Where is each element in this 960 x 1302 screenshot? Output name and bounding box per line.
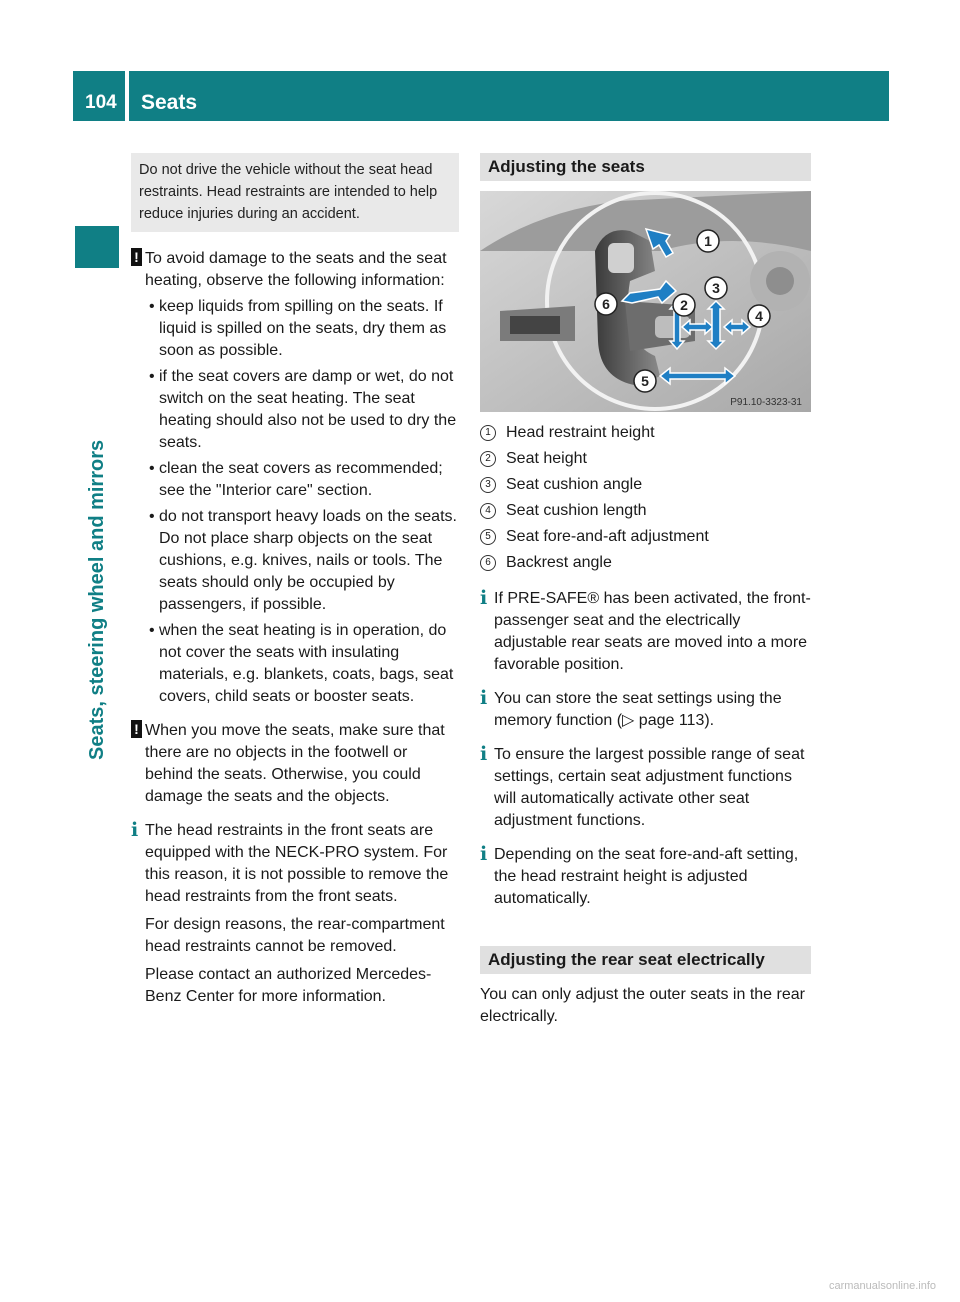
info-icon: i	[480, 843, 488, 865]
section-heading-rear-seat: Adjusting the rear seat electrically	[480, 946, 811, 974]
list-item: • if the seat covers are damp or wet, do not switch on the seat heating. The seat heating should also not be used to dry the seats.	[149, 368, 457, 451]
info-icon: i	[480, 587, 488, 609]
legend-item: 3 Seat cushion angle	[480, 472, 811, 498]
photo-code: P91.10-3323-31	[730, 397, 802, 408]
warning-note-box: Do not drive the vehicle without the seat head restraints. Head restraints are intended to help reduce injuries during an accident.	[131, 153, 459, 232]
legend-item: 5 Seat fore-and-aft adjustment	[480, 524, 811, 550]
chapter-label: Seats, steering wheel and mirrors	[86, 439, 108, 760]
warning-text: To avoid damage to the seats and the seat heating, observe the following information:	[145, 250, 447, 289]
info-paragraph-head-restraint	[480, 844, 811, 910]
info-paragraph-pre-safe	[480, 588, 811, 676]
exclamation-icon: !	[131, 720, 142, 739]
callout-1: 1	[704, 233, 712, 249]
legend-list	[480, 420, 811, 576]
callout-3: 3	[712, 280, 720, 296]
callout-6: 6	[602, 296, 610, 312]
info-paragraph	[131, 820, 459, 1008]
seat-controls-photo	[480, 191, 811, 412]
info-text-memory: You can store the seat settings using the memory function (▷ page 113).	[494, 690, 782, 729]
bullet-list	[145, 296, 459, 708]
section-heading-adjusting-seats: Adjusting the seats	[480, 153, 811, 181]
warning-paragraph	[131, 248, 459, 708]
rear-seat-paragraph: You can only adjust the outer seats in the rear electrically.	[480, 986, 805, 1025]
list-item: • when the seat heating is in operation, do not cover the seats with insulating materials, e.g. blankets, coats, bags, seat covers, child seats or booster seats.	[149, 622, 454, 705]
info-text-head-restraint: Depending on the seat fore-and-aft setting, the head restraint height is adjusted automatically.	[494, 846, 799, 907]
info-text-2: For design reasons, the rear-compartment head restraints cannot be removed.	[145, 916, 445, 955]
info-icon: i	[480, 743, 488, 765]
info-paragraph-range	[480, 744, 811, 832]
watermark: carmanualsonline.info	[828, 1280, 936, 1292]
seat-controls-illustration	[480, 191, 811, 412]
legend-item: 6 Backrest angle	[480, 550, 811, 576]
exclamation-icon: !	[131, 248, 142, 267]
warning-paragraph-2	[131, 720, 459, 808]
list-item: • do not transport heavy loads on the seats. Do not place sharp objects on the seat cushions, e.g. knives, nails or tools. The seats should only be occupied by passengers, if possible.	[149, 508, 457, 613]
chapter-tab-marker	[75, 226, 119, 268]
warning-text-2: When you move the seats, make sure that there are no objects in the footwell or behind the seats. Otherwise, you could damage the seats and the objects.	[145, 722, 445, 805]
section-title: Seats	[141, 91, 198, 114]
chapter-side-label	[80, 290, 116, 760]
list-item: • keep liquids from spilling on the seats. If liquid is spilled on the seats, dry them as soon as possible.	[149, 298, 447, 359]
info-paragraph-memory	[480, 688, 811, 732]
header-divider	[125, 71, 129, 121]
info-icon: i	[480, 687, 488, 709]
info-icon: i	[131, 819, 139, 841]
info-text-pre-safe: If PRE-SAFE® has been activated, the front-passenger seat and the electrically adjustable rear seats are moved into a more favorable position.	[494, 590, 811, 673]
callout-4: 4	[755, 308, 763, 324]
right-column	[480, 153, 811, 1028]
callout-5: 5	[641, 373, 649, 389]
legend-item: 1 Head restraint height	[480, 420, 811, 446]
page-header	[73, 71, 889, 121]
list-item: • clean the seat covers as recommended; see the "Interior care" section.	[149, 460, 443, 499]
info-text-3: Please contact an authorized Mercedes-Benz Center for more information.	[145, 966, 432, 1005]
legend-item: 4 Seat cushion length	[480, 498, 811, 524]
page-number: 104	[85, 92, 117, 113]
left-column	[131, 153, 459, 1008]
info-text: The head restraints in the front seats are equipped with the NECK-PRO system. For this reason, it is not possible to remove the head restraints from the front seats.	[145, 822, 449, 905]
legend-item: 2 Seat height	[480, 446, 811, 472]
info-text-range: To ensure the largest possible range of seat settings, certain seat adjustment functions will automatically activate other seat adjustment functions.	[494, 746, 805, 829]
callout-2: 2	[680, 297, 688, 313]
